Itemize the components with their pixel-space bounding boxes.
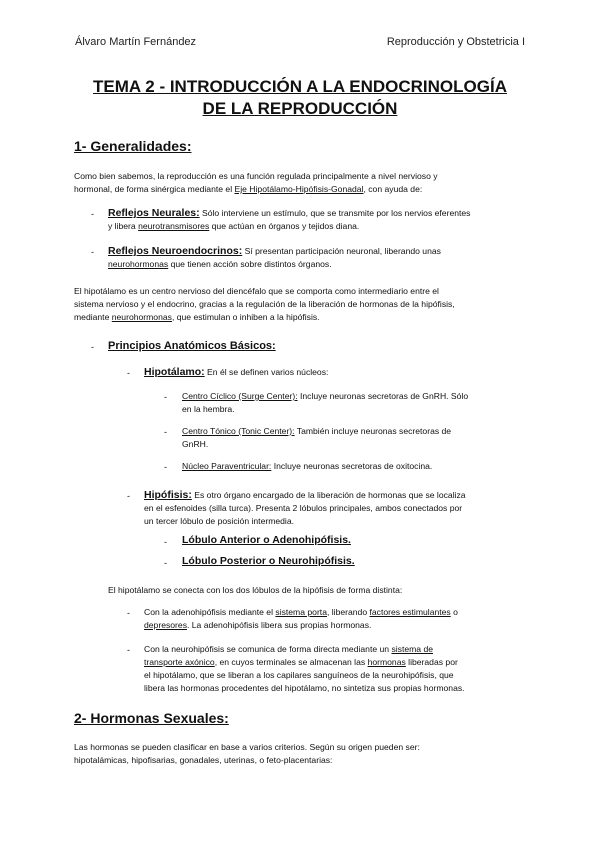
bullet1-text-pre: y libera [108,221,139,231]
hipotalamo-text: En él se definen varios núcleos: [204,367,329,377]
bullet-dash-9: - [164,537,167,547]
hipotalamo-item [144,366,328,379]
bullet-dash-4: - [127,368,130,378]
neuro-line-3: el hipotálamo, que se liberan a los capilares sanguíneos de la neurohipófisis, que [144,670,454,680]
nuc1-line-2: en la hembra. [182,404,235,414]
hypo-text-pre: mediante [74,312,112,322]
neurohipofisis-connection [144,643,544,695]
adeno-line-2 [144,619,534,632]
term-sistema-de: sistema de [391,644,434,654]
adeno-line-1 [144,606,534,619]
lobe-posterior: Lóbulo Posterior o Neurohipófisis. [182,555,355,567]
hypo-line-3 [74,311,544,324]
bullet-reflejos-neurales [108,207,538,233]
principles-heading: Principios Anatómicos Básicos: [108,340,276,352]
term-nucleo-paraventricular: Núcleo Paraventricular: [182,461,272,471]
term-reflejos-neurales: Reflejos Neurales: [108,207,200,219]
term-depresores: depresores [144,620,187,630]
bullet-dash-3: - [91,342,94,352]
title-line-1: TEMA 2 - INTRODUCCIÓN A LA ENDOCRINOLOGÍA [93,77,507,96]
title-line-2: DE LA REPRODUCCIÓN [202,99,398,118]
nucleus-centro-tonico [182,425,532,451]
neuro-text-pre: Con la neurohipófisis se comunica de forma directa mediante un [144,644,392,654]
bullet2-text-post: que tienen acción sobre distintos órganos. [168,259,332,269]
hipofisis-line-1 [144,489,534,502]
intro-text: hormonal, de forma sinérgica mediante el [74,184,235,194]
term-neurotransmisores: neurotransmisores [138,221,210,231]
bullet-dash-8: - [127,491,130,501]
neuro-text-mid: , en cuyos terminales se almacenan las [214,657,368,667]
section-2-paragraph [74,741,544,767]
s2-line-1: Las hormonas se pueden clasificar en base a varios criterios. Según su origen pueden ser: [74,742,420,752]
adeno-text-pre: Con la adenohipófisis mediante el [144,607,276,617]
nuc2-text: También incluye neuronas secretoras de [294,426,452,436]
intro-line-1: Como bien sabemos, la reproducción es una función regulada principalmente a nivel nervioso y [74,171,438,181]
bullet1-text-post: que actúan en órganos y tejidos diana. [209,221,360,231]
adenohipofisis-connection [144,606,534,632]
hypothalamus-paragraph [74,285,544,324]
document-title [60,76,540,120]
hipofisis-item [144,489,534,528]
bullet2-line-1 [108,245,538,258]
header-author: Álvaro Martín Fernández [75,36,197,48]
bullet-dash-10: - [164,558,167,568]
bullet1-line-1 [108,207,538,220]
lobe-anterior: Lóbulo Anterior o Adenohipófisis. [182,534,351,546]
term-centro-tonico: Centro Tónico (Tonic Center): [182,426,295,436]
neuro-line-1 [144,643,544,656]
bullet-dash-11: - [127,608,130,618]
bullet-reflejos-neuroendocrinos [108,245,538,271]
term-neurohormonas: neurohormonas [108,259,169,269]
hipofisis-line-2: en el esfenoides (silla turca). Presenta 2 lóbulos principales, ambos conectados por [144,503,463,513]
axis-link-text: Eje Hipotálamo-Hipófisis-Gonadal [234,184,364,194]
hypo-text-post: , que estimulan o inhiben a la hipófisis. [171,312,320,322]
header-course: Reproducción y Obstetricia I [386,36,525,48]
intro-line-2 [74,183,534,196]
bullet1-text: Sólo interviene un estímulo, que se transmite por los nervios eferentes [199,208,471,218]
term-transporte-axonico: transporte axónico [144,657,215,667]
nuc1-text: Incluye neuronas secretoras de GnRH. Sólo [297,391,469,401]
bullet2-text: Sí presentan participación neuronal, liberando unas [242,246,441,256]
nuc3-text: Incluye neuronas secretoras de oxitocina. [271,461,433,471]
neuro-line-4: libera las hormonas procedentes del hipotálamo, no sintetiza sus propias hormonas. [144,683,465,693]
adeno-text-end: . La adenohipófisis libera sus propias hormonas. [187,620,372,630]
term-hipotalamo: Hipotálamo: [144,366,205,378]
nuc1-line-1 [182,390,532,403]
term-hormonas: hormonas [367,657,406,667]
bullet-dash-2: - [91,247,94,257]
bullet-dash-1: - [91,209,94,219]
intro-paragraph [74,170,534,196]
neuro-text-post: liberadas por [405,657,458,667]
bullet2-line-2 [108,258,538,271]
hipofisis-text-a: Es otro órgano encargado de la liberación de hormonas que se localiza [191,490,466,500]
nucleus-centro-ciclico [182,390,532,416]
hypo-line-2: sistema nervioso y el endocrino, gracias a la regulación de la liberación de hormonas de la hipófisis, [74,299,455,309]
bullet1-line-2 [108,220,538,233]
term-sistema-porta: sistema porta [275,607,327,617]
term-centro-ciclico: Centro Cíclico (Surge Center): [182,391,298,401]
intro-text-end: , con ayuda de: [363,184,423,194]
bullet-dash-6: - [164,427,167,437]
adeno-text-post: o [450,607,458,617]
bullet-dash-12: - [127,645,130,655]
nuc2-line-2: GnRH. [182,439,209,449]
nucleus-paraventricular [182,460,532,473]
term-neurohormonas-2: neurohormonas [111,312,172,322]
section-1-heading: 1- Generalidades: [74,138,192,154]
bullet-dash-5: - [164,392,167,402]
hipofisis-line-3: un tercer lóbulo de posición intermedia. [144,516,295,526]
adeno-text-mid: , liberando [326,607,370,617]
term-hipofisis: Hipófisis: [144,489,192,501]
hypo-line-1: El hipotálamo es un centro nervioso del diencéfalo que se comporta como intermediario entre el [74,286,439,296]
term-factores-estimulantes: factores estimulantes [369,607,451,617]
neuro-line-2 [144,656,544,669]
bullet-dash-7: - [164,462,167,472]
nuc2-line-1 [182,425,532,438]
term-reflejos-neuroendocrinos: Reflejos Neuroendocrinos: [108,245,243,257]
section-2-heading: 2- Hormonas Sexuales: [74,710,229,726]
s2-line-2: hipotalámicas, hipofisarias, gonadales, uterinas, o feto-placentarias: [74,755,333,765]
connection-text: El hipotálamo se conecta con los dos lóbulos de la hipófisis de forma distinta: [108,585,403,595]
